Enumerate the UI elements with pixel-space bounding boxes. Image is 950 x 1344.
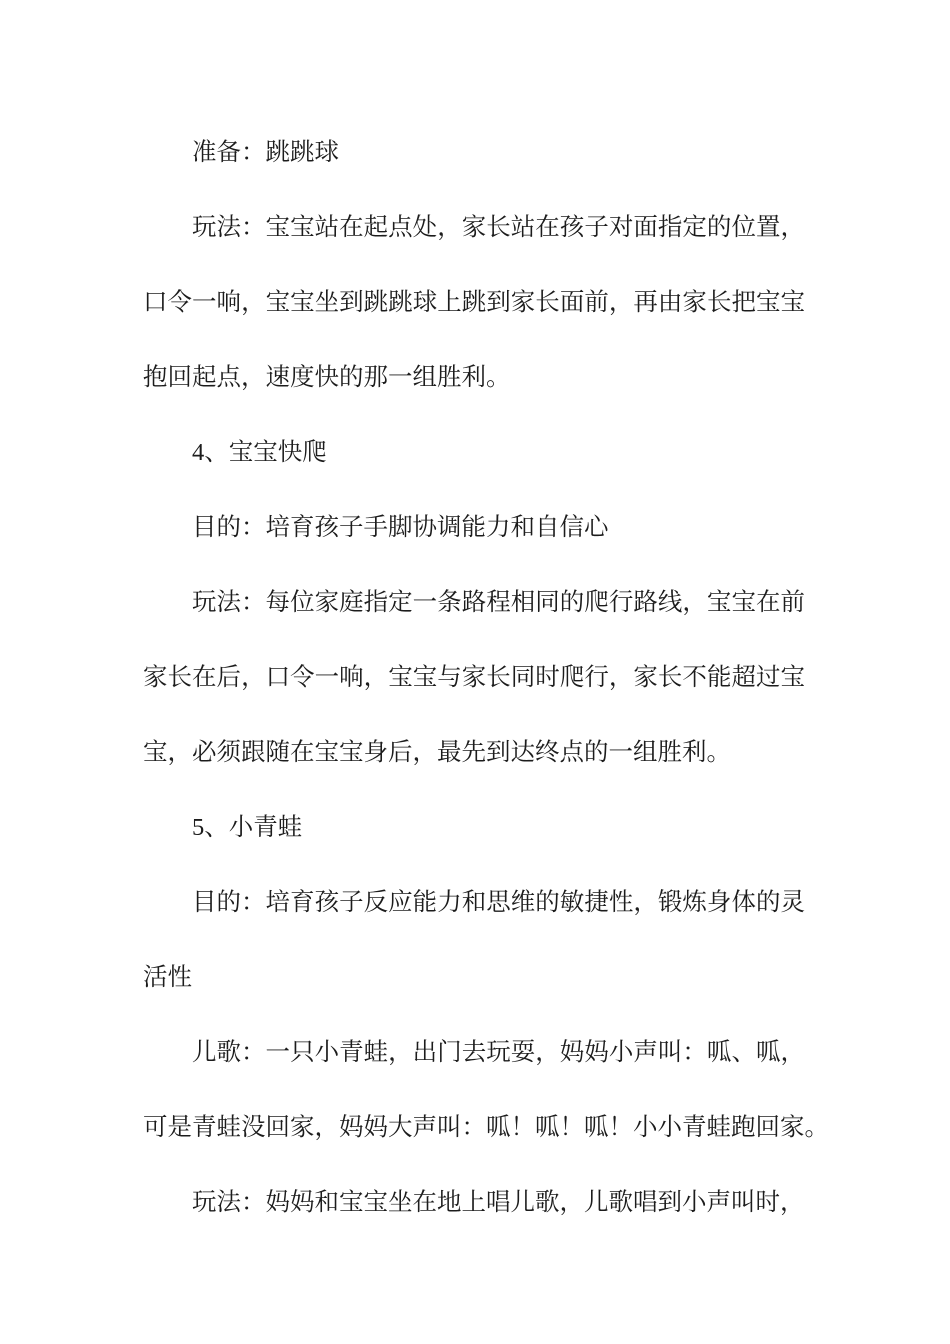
text-line: 目的：培育孩子手脚协调能力和自信心: [192, 514, 609, 541]
paragraph: [143, 1165, 805, 1240]
text-line: 目的：培育孩子反应能力和思维的敏捷性，锻炼身体的灵: [192, 889, 805, 916]
text-line: 玩法：宝宝站在起点处，家长站在孩子对面指定的位置，: [192, 214, 805, 241]
paragraph: [143, 490, 805, 565]
paragraph: [143, 565, 805, 790]
text-line: 儿歌：一只小青蛙，出门去玩耍，妈妈小声叫：呱、呱，: [192, 1039, 805, 1066]
text-line: 4、宝宝快爬: [192, 439, 327, 466]
text-line: 玩法：每位家庭指定一条路程相同的爬行路线，宝宝在前: [192, 589, 805, 616]
paragraph: [143, 865, 805, 1015]
text-line: 宝，必须跟随在宝宝身后，最先到达终点的一组胜利。: [143, 739, 731, 766]
paragraph: [143, 190, 805, 415]
paragraph: [143, 115, 805, 190]
paragraph: [143, 1015, 829, 1165]
text-line: 活性: [143, 964, 192, 991]
paragraph: [143, 790, 805, 865]
text-line: 可是青蛙没回家，妈妈大声叫：呱！呱！呱！小小青蛙跑回家。: [143, 1114, 829, 1141]
text-line: 抱回起点，速度快的那一组胜利。: [143, 364, 511, 391]
text-line: 准备：跳跳球: [192, 139, 339, 166]
text-line: 家长在后，口令一响，宝宝与家长同时爬行，家长不能超过宝: [143, 664, 805, 691]
paragraph: [143, 415, 805, 490]
document-body: [143, 115, 829, 1240]
text-line: 5、小青蛙: [192, 814, 303, 841]
text-line: 口令一响，宝宝坐到跳跳球上跳到家长面前，再由家长把宝宝: [143, 289, 805, 316]
text-line: 玩法：妈妈和宝宝坐在地上唱儿歌，儿歌唱到小声叫时，: [192, 1189, 805, 1216]
